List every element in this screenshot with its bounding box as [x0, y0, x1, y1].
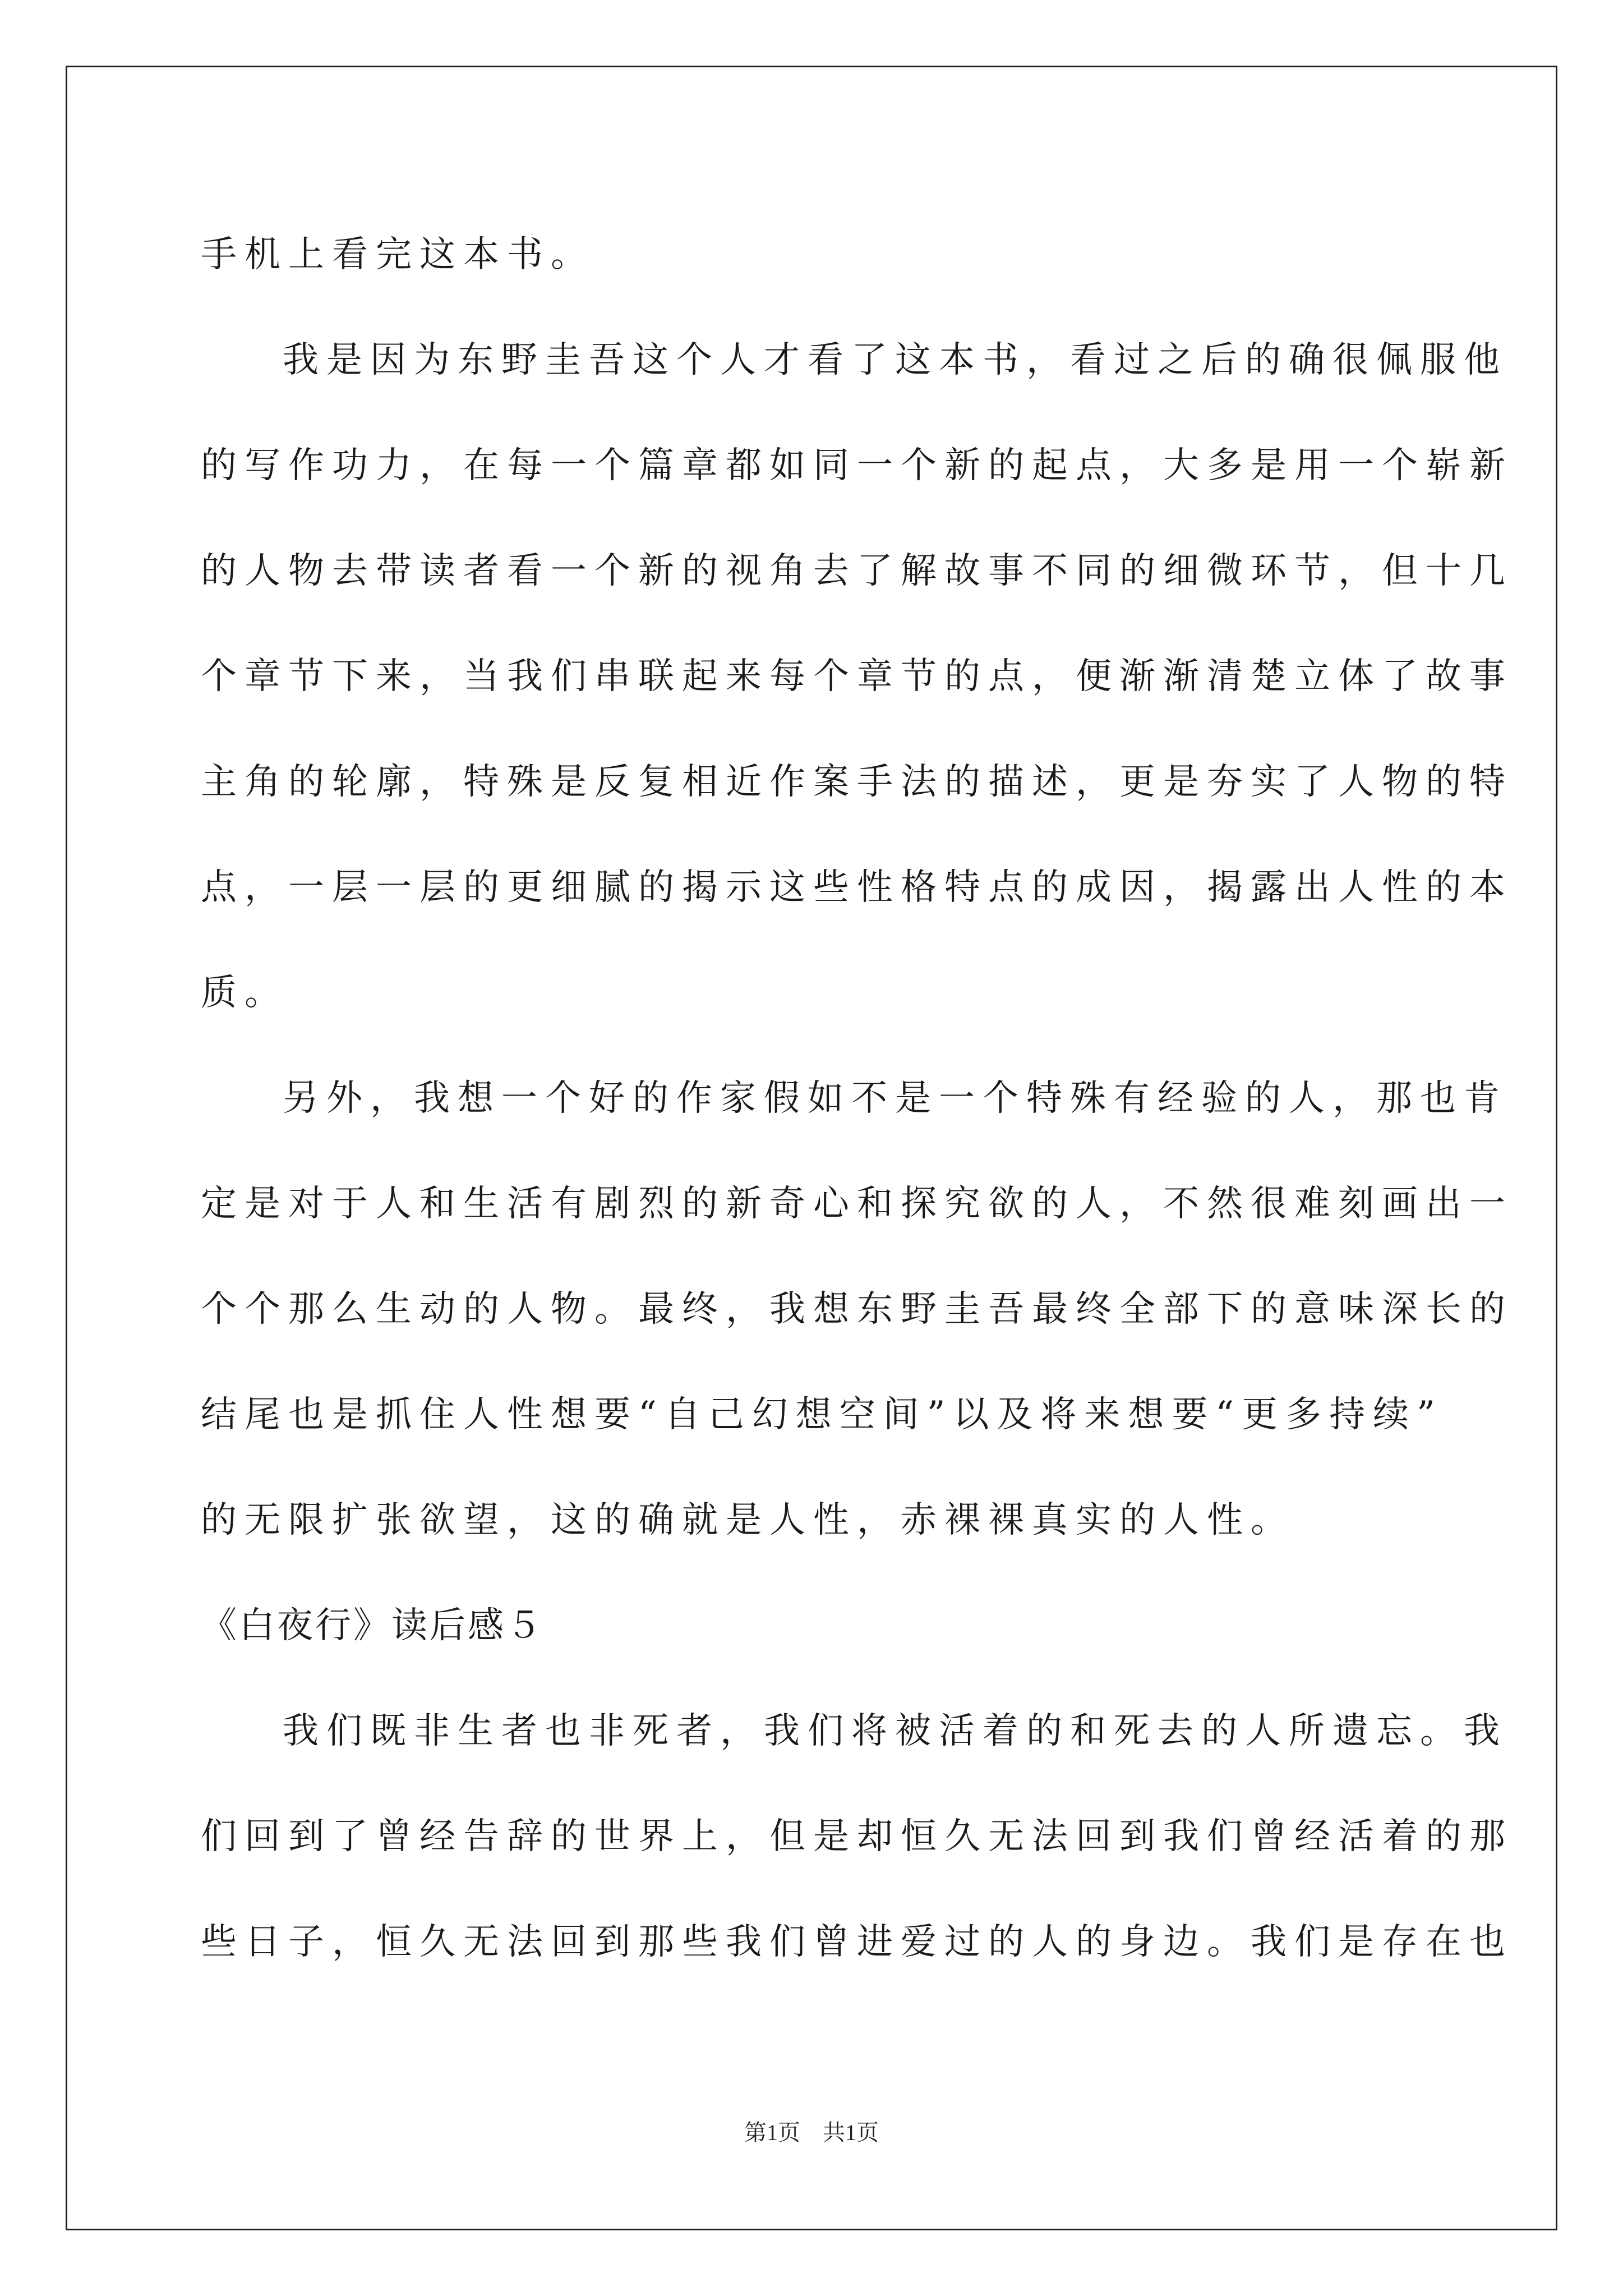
text-line: 的无限扩张欲望，这的确就是人性，赤裸裸真实的人性。	[201, 1499, 1294, 1541]
text-line: 定是对于人和生活有剧烈的新奇心和探究欲的人，不然很难刻画出一	[201, 1183, 1513, 1225]
text-line: 另外，我想一个好的作家假如不是一个特殊有经验的人，那也肯	[283, 1078, 1507, 1119]
text-line: 些日子，恒久无法回到那些我们曾进爱过的人的身边。我们是存在也	[201, 1921, 1513, 1963]
text-line: 质。	[201, 972, 288, 1014]
text-line: 主角的轮廓，特殊是反复相近作案手法的描述，更是夯实了人物的特	[201, 761, 1513, 803]
page-number-footer: 第1页 共1页	[744, 2120, 879, 2145]
text-line: 个章节下来，当我们串联起来每个章节的点，便渐渐清楚立体了故事	[201, 656, 1513, 697]
section-heading: 《白夜行》读后感５	[201, 1605, 544, 1646]
text-line: 点，一层一层的更细腻的揭示这些性格特点的成因，揭露出人性的本	[201, 867, 1513, 908]
text-line: 们回到了曾经告辞的世界上，但是却恒久无法回到我们曾经活着的那	[201, 1816, 1513, 1857]
text-line: 的人物去带读者看一个新的视角去了解故事不同的细微环节，但十几	[201, 550, 1513, 592]
text-line: 的写作功力，在每一个篇章都如同一个新的起点，大多是用一个崭新	[201, 445, 1513, 486]
text-line: 我们既非生者也非死者，我们将被活着的和死去的人所遗忘。我	[283, 1710, 1507, 1752]
text-line: 手机上看完这本书。	[201, 234, 594, 275]
text-line: 结尾也是抓住人性想要“自己幻想空间”以及将来想要“更多持续”	[201, 1394, 1443, 1435]
document-body	[201, 202, 1513, 1995]
text-line: 我是因为东野圭吾这个人才看了这本书，看过之后的确很佩服他	[283, 339, 1507, 381]
text-line: 个个那么生动的人物。最终，我想东野圭吾最终全部下的意味深长的	[201, 1289, 1513, 1330]
